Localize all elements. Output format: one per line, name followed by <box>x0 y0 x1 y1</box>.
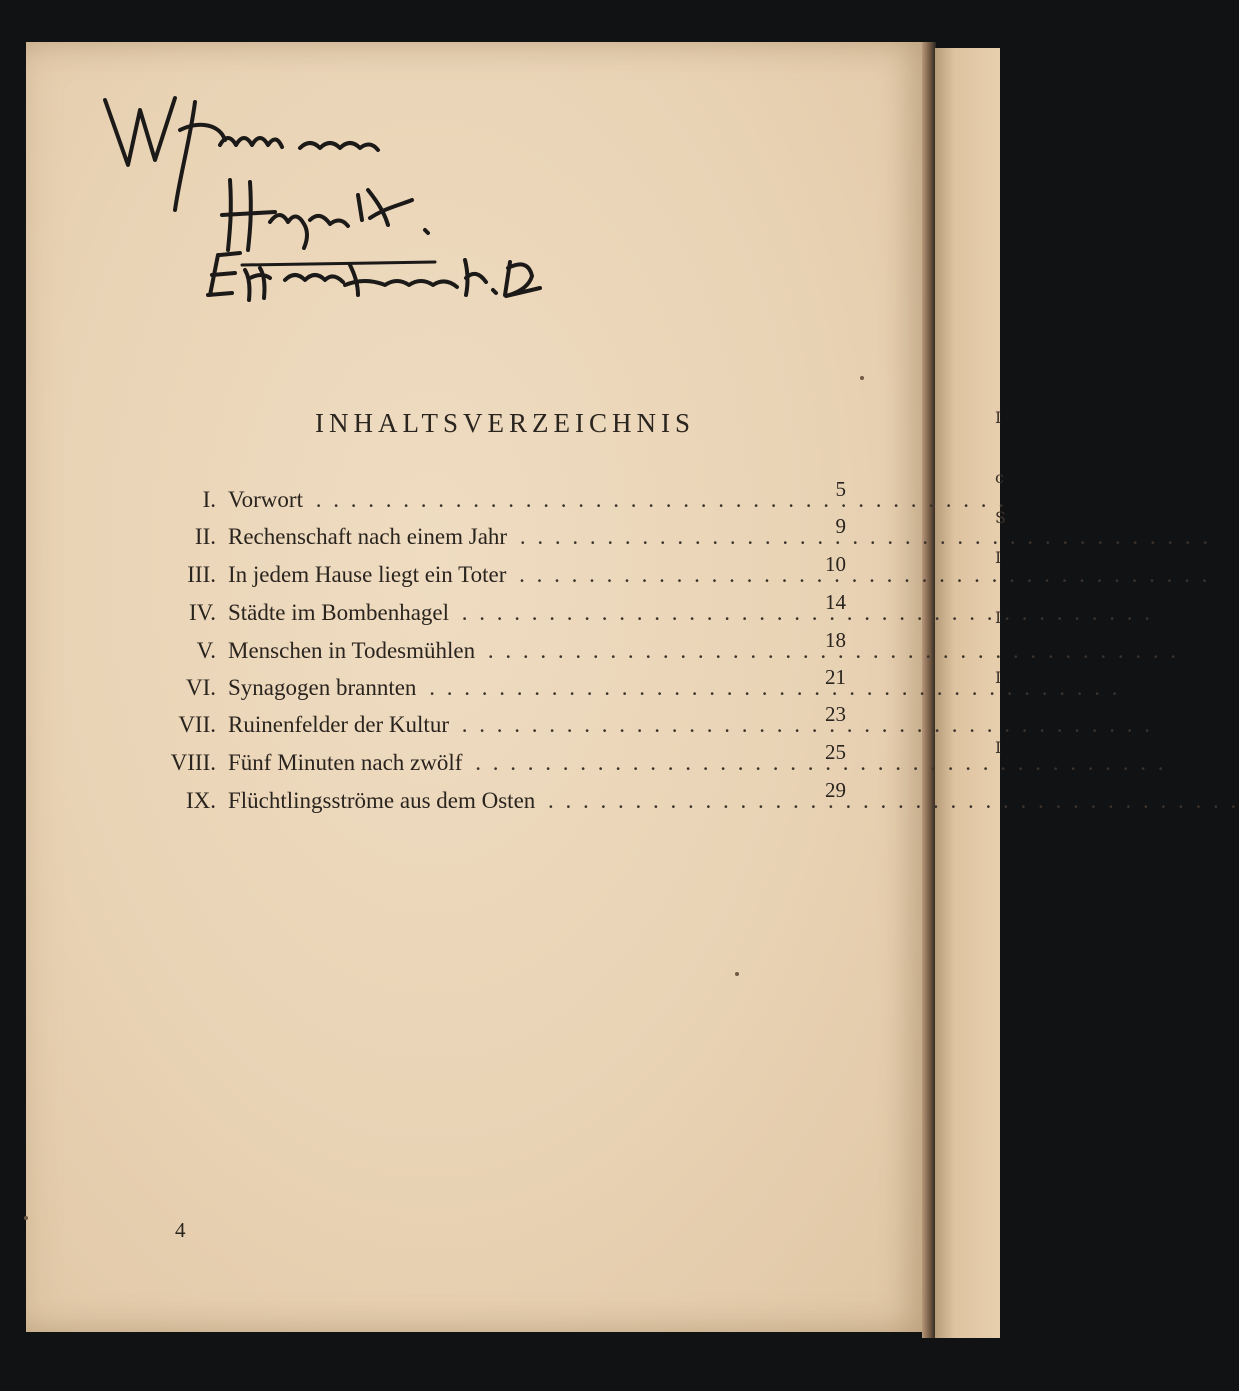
chapter-page-number: 21 <box>825 665 846 689</box>
paper-speck <box>860 376 864 380</box>
toc-row <box>150 514 850 554</box>
chapter-numeral: I. <box>202 487 216 512</box>
chapter-entry <box>228 487 790 513</box>
chapter-title: Synagogen brannten <box>228 675 417 700</box>
chapter-page-number: 18 <box>825 628 846 652</box>
chapter-numeral: IV. <box>188 600 216 625</box>
chapter-page-number: 14 <box>825 590 846 614</box>
chapter-numeral: IX. <box>185 788 216 813</box>
chapter-title: Ruinenfelder der Kultur <box>228 712 449 737</box>
toc-row <box>150 477 850 517</box>
book-page-right-edge: I c S I I I I <box>935 48 1000 1338</box>
chapter-numeral: VIII. <box>170 750 216 775</box>
chapter-title: Menschen in Todesmühlen <box>228 638 476 663</box>
chapter-entry <box>228 675 790 701</box>
chapter-numeral: V. <box>196 638 216 663</box>
toc-row <box>150 778 850 818</box>
chapter-title: Rechenschaft nach einem Jahr <box>228 524 508 549</box>
chapter-title: Fünf Minuten nach zwölf <box>228 750 463 775</box>
chapter-title: Städte im Bombenhagel <box>228 600 450 625</box>
toc-row <box>150 590 850 630</box>
toc-row <box>150 665 850 705</box>
toc-row <box>150 702 850 742</box>
chapter-numeral: II. <box>194 524 216 549</box>
chapter-entry <box>228 524 790 550</box>
paper-speck <box>24 1216 28 1220</box>
chapter-entry <box>228 788 790 814</box>
contents-heading: INHALTSVERZEICHNIS <box>315 408 695 438</box>
chapter-entry <box>228 562 790 588</box>
chapter-page-number: 25 <box>825 740 846 764</box>
chapter-entry <box>228 750 790 776</box>
chapter-page-number: 29 <box>825 778 846 802</box>
chapter-title: In jedem Hause liegt ein Toter <box>228 562 507 587</box>
chapter-page-number: 10 <box>825 552 846 576</box>
chapter-entry <box>228 638 790 664</box>
chapter-numeral: III. <box>187 562 216 587</box>
page-number: 4 <box>175 1218 186 1242</box>
chapter-entry <box>228 712 790 738</box>
chapter-title: Flüchtlingsströme aus dem Osten <box>228 788 536 813</box>
chapter-numeral: VII. <box>178 712 216 737</box>
toc-row <box>150 552 850 592</box>
chapter-page-number: 23 <box>825 702 846 726</box>
chapter-numeral: VI. <box>185 675 216 700</box>
chapter-page-number: 9 <box>835 514 846 538</box>
toc-row <box>150 628 850 668</box>
chapter-title: Vorwort <box>228 487 303 512</box>
chapter-page-number: 5 <box>835 477 846 501</box>
paper-speck <box>735 972 739 976</box>
toc-row <box>150 740 850 780</box>
chapter-entry <box>228 600 790 626</box>
